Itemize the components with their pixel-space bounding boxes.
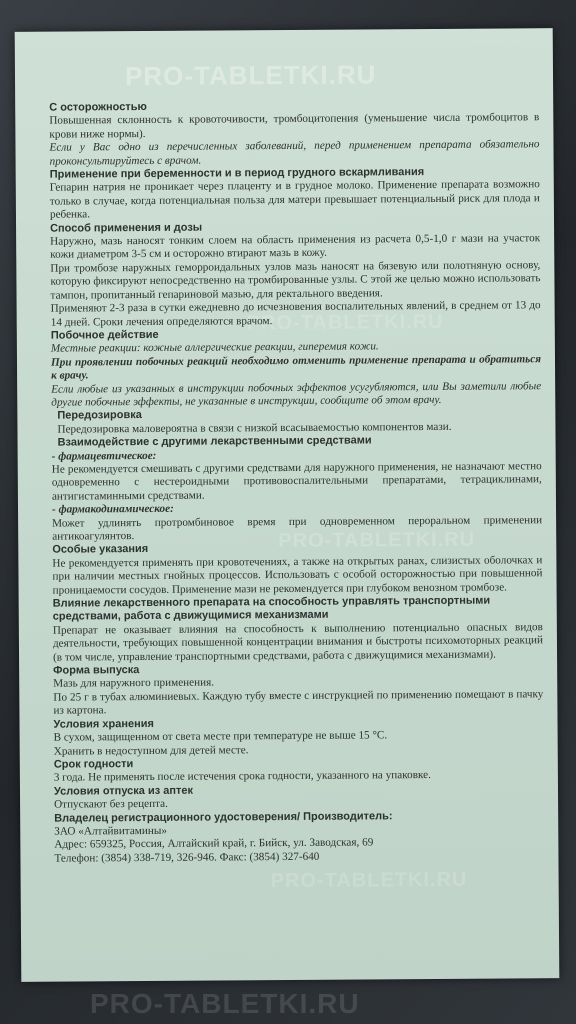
manufacturer-name: ЗАО «Алтайвитамины» <box>54 824 167 838</box>
paragraph: Повышенная склонность к кровоточивости, тромбоцитопения (уменьшение числа тромбоцитов в крови ниже нормы). <box>49 111 540 141</box>
paragraph: Применяют 2-3 раза в сутки ежедневно до исчезновения воспалительных явлений, в среднем от 13 до 14 дней. Сроки лечения определяются врачом. <box>50 299 541 329</box>
watermark-middle-3: PRO-TABLETKI.RU <box>270 868 468 893</box>
watermark-middle-1: PRO-TABLETKI.RU <box>246 310 444 335</box>
watermark-middle-2: PRO-TABLETKI.RU <box>278 528 476 553</box>
paragraph: Хранить в недоступном для детей месте. <box>53 743 249 758</box>
paragraph-bold-italic: При проявлении побочных реакций необходимо отменить применение препарата и обратиться к врачу. <box>50 352 542 382</box>
heading-caution: С осторожностью <box>49 100 147 114</box>
subheading-pharmacodynamic: - фармакодинамическое: <box>51 502 174 516</box>
heading-manufacturer: Владелец регистрационного удостоверения/ Производитель: <box>54 809 393 825</box>
manufacturer-address: Адрес: 659325, Россия, Алтайский край, г. Бийск, ул. Заводская, 69 <box>54 836 374 851</box>
heading-dosage: Способ применения и дозы <box>50 221 203 235</box>
heading-driving: Влияние лекарственного препарата на способность управлять транспортными средствами, работа с движущимися механизмами <box>52 594 491 624</box>
paragraph: Не рекомендуется применять при кровотечениях, а также на открытых ранах, слизистых оболочках и при наличии местных гнойных процессов. Использовать с особой осторожностью при повышенной проницаемости сосудов. Применение мази не рекомендуется при глубоком венозном тромбозе. <box>52 554 543 597</box>
paragraph: По 25 г в тубах алюминиевых. Каждую тубу вместе с инструкцией по применению помещают в пачку из картона. <box>53 688 544 717</box>
paragraph: Передозировка маловероятна в связи с низкой всасываемостью компонентов мази. <box>57 420 452 436</box>
heading-overdose: Передозировка <box>57 409 142 422</box>
paragraph-italic: Местные реакции: кожные аллергические реакции, гиперемия кожи. <box>50 340 379 355</box>
heading-special-instructions: Особые указания <box>52 543 149 557</box>
heading-dispensing: Условия отпуска из аптек <box>53 784 194 798</box>
heading-side-effects: Побочное действие <box>50 328 159 342</box>
paragraph-italic: Если у Вас одно из перечисленных заболеваний, перед применением препарата обязательно проконсультируйтесь с врачом. <box>49 138 540 168</box>
manufacturer-phone: Телефон: (3854) 338-719, 326-946. Факс: (3854) 327-640 <box>54 850 320 865</box>
heading-interactions: Взаимодействие с другими лекарственными средствами <box>57 434 372 449</box>
paragraph: Препарат не оказывает влияния на способность к выполнению потенциально опасных видов деятельности, требующих повышенной концентрации внимания и быстроты психомоторных реакций (в том числе, управление транспортными средствами, работа с движущимися механизмами). <box>52 621 543 664</box>
paragraph: В сухом, защищенном от света месте при температуре не выше 15 °С. <box>53 729 388 744</box>
paragraph: Может удлинять протромбиновое время при одновременном пероральном применении антикоагулянтов. <box>52 513 543 543</box>
paragraph: При тромбозе наружных геморроидальных узлов мазь наносят на бязевую или полотняную основу, которую фиксируют непосредственно на тромбированные узлы. С этой же целью можно использовать тампон, пропитанный гепариновой мазью, для ректального введения. <box>50 259 541 302</box>
paragraph: Не рекомендуется смешивать с другими средствами для наружного применения, не назначают местно одновременно с нестероидными противовоспалительными препаратами, тетрациклинами, антигистаминными средствами. <box>51 460 542 503</box>
paragraph: Мазь для наружного применения. <box>53 676 215 691</box>
heading-release-form: Форма выпуска <box>53 664 140 677</box>
watermark-bottom: PRO-TABLETKI.RU <box>90 988 360 1019</box>
heading-storage: Условия хранения <box>53 717 154 731</box>
paragraph-italic: Если любые из указанных в инструкции побочных эффектов усугубляются, или Вы заметили любые другие побочные эффекты, не указанные в инструкции, сообщите об этом врачу. <box>51 379 542 409</box>
paragraph: Отпускают без рецепта. <box>54 797 168 811</box>
watermark-top: PRO-TABLETKI.RU <box>124 59 377 92</box>
heading-shelf-life: Срок годности <box>53 757 134 771</box>
leaflet-sheet <box>15 28 560 982</box>
subheading-pharmaceutical: - фармацевтическое: <box>51 449 157 463</box>
leaflet-text <box>49 98 544 866</box>
paragraph: Наружно, мазь наносят тонким слоем на область применения из расчета 0,5-1,0 г мази на участок кожи диаметром 3-5 см и осторожно втирают мазь в кожу. <box>50 232 541 262</box>
heading-pregnancy: Применение при беременности и в период грудного вскармливания <box>49 166 425 181</box>
paragraph: Гепарин натрия не проникает через плаценту и в грудное молоко. Применение препарата возможно только в случае, когда потенциальная польза для матери превышает потенциальный риск для плода и ребенка. <box>49 178 540 221</box>
paragraph: 3 года. Не применять после истечения срока годности, указанного на упаковке. <box>53 769 431 784</box>
